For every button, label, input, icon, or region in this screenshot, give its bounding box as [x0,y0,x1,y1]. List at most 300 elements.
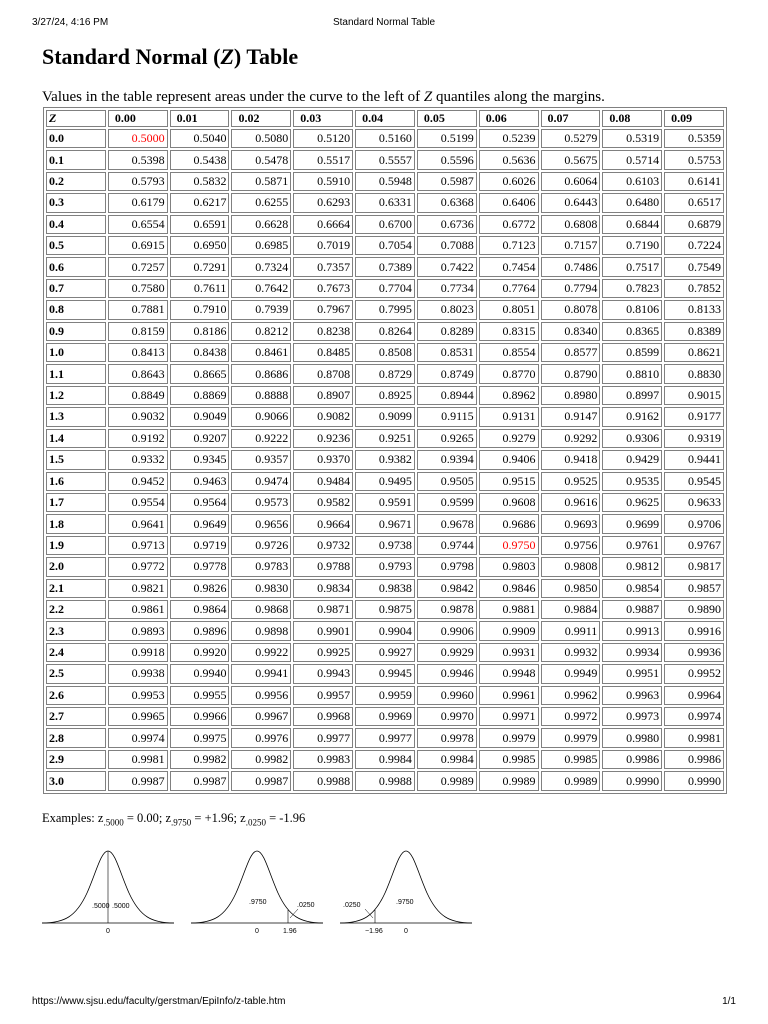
table-cell: 0.8907 [293,386,353,405]
table-cell: 0.9906 [417,621,477,640]
table-cell: 0.9955 [170,686,230,705]
example-z: z [165,811,172,825]
table-cell: 0.7794 [541,279,601,298]
table-cell: 0.9925 [293,643,353,662]
row-header: 2.6 [46,686,106,705]
table-cell: 0.9979 [541,728,601,747]
title-prefix: Standard Normal ( [42,44,221,69]
table-cell: 0.5279 [541,129,601,148]
table-row [46,771,724,791]
table-cell: 0.5478 [231,150,291,169]
table-cell: 0.9699 [602,514,662,533]
table-cell: 0.7967 [293,300,353,319]
table-cell: 0.9535 [602,472,662,491]
row-header: 2.4 [46,643,106,662]
table-cell: 0.7910 [170,300,230,319]
table-cell: 0.9984 [417,750,477,769]
print-footer [32,996,736,1010]
table-cell: 0.9986 [664,750,724,769]
header-row [46,110,724,127]
table-cell: 0.8485 [293,343,353,362]
table-cell: 0.6480 [602,193,662,212]
right-area-label: .9750 [396,899,414,906]
table-cell: 0.7734 [417,279,477,298]
table-cell: 0.8599 [602,343,662,362]
table-cell: 0.9032 [108,407,168,426]
table-cell: 0.9875 [355,600,415,619]
table-row [46,621,724,640]
table-row [46,386,724,405]
table-cell: 0.9545 [664,472,724,491]
table-cell: 0.7580 [108,279,168,298]
source-url: https://www.sjsu.edu/faculty/gerstman/EpiInfo/z-table.htm [32,996,286,1007]
right-area-label: .0250 [297,902,315,909]
table-cell: 0.9977 [355,728,415,747]
example-subscript: .0250 [245,817,266,828]
table-cell: 0.9978 [417,728,477,747]
example-graph-lower [340,838,472,938]
table-cell: 0.8749 [417,364,477,383]
table-cell: 0.9890 [664,600,724,619]
table-cell: 0.9893 [108,621,168,640]
table-cell: 0.5910 [293,172,353,191]
page-title [42,44,298,70]
table-cell: 0.9966 [170,707,230,726]
table-row [46,215,724,234]
table-row [46,579,724,598]
row-header: 0.6 [46,257,106,276]
table-cell: 0.9608 [479,493,539,512]
table-cell: 0.5359 [664,129,724,148]
normal-curve-graph [42,838,174,938]
table-cell: 0.9932 [541,643,601,662]
table-cell: 0.9842 [417,579,477,598]
table-cell: 0.9463 [170,472,230,491]
table-cell: 0.5160 [355,129,415,148]
table-cell: 0.5239 [479,129,539,148]
table-cell: 0.7389 [355,257,415,276]
table-cell: 0.7995 [355,300,415,319]
table-cell: 0.9803 [479,557,539,576]
table-cell: 0.9964 [664,686,724,705]
table-cell: 0.7704 [355,279,415,298]
table-cell: 0.9948 [479,664,539,683]
table-cell: 0.6517 [664,193,724,212]
table-cell: 0.9633 [664,493,724,512]
table-cell: 0.9961 [479,686,539,705]
normal-curve [191,851,323,923]
table-cell: 0.6368 [417,193,477,212]
table-cell: 0.9957 [293,686,353,705]
table-cell: 0.6915 [108,236,168,255]
left-area-label: .5000 [92,903,110,910]
table-cell: 0.9793 [355,557,415,576]
table-cell: 0.5438 [170,150,230,169]
table-cell: 0.9783 [231,557,291,576]
table-cell: 0.7611 [170,279,230,298]
table-cell: 0.9982 [231,750,291,769]
table-cell: 0.9573 [231,493,291,512]
table-cell: 0.6141 [664,172,724,191]
column-header: 0.08 [602,110,662,127]
table-cell: 0.9861 [108,600,168,619]
table-cell: 0.9846 [479,579,539,598]
table-cell: 0.8133 [664,300,724,319]
print-header [32,17,736,31]
table-cell: 0.7642 [231,279,291,298]
table-body [46,129,724,791]
table-cell: 0.9898 [231,621,291,640]
table-cell: 0.5557 [355,150,415,169]
table-cell: 0.9131 [479,407,539,426]
table-cell: 0.5675 [541,150,601,169]
table-cell: 0.9904 [355,621,415,640]
table-row [46,407,724,426]
table-cell: 0.9913 [602,621,662,640]
table-cell: 0.5398 [108,150,168,169]
table-description [42,88,605,106]
table-cell: 0.9953 [108,686,168,705]
table-cell: 0.7324 [231,257,291,276]
table-cell: 0.9985 [541,750,601,769]
table-cell: 0.9949 [541,664,601,683]
table-cell: 0.5793 [108,172,168,191]
table-cell: 0.9306 [602,429,662,448]
table-cell: 0.9686 [479,514,539,533]
table-cell: 0.8389 [664,322,724,341]
table-cell: 0.8212 [231,322,291,341]
table-cell: 0.6406 [479,193,539,212]
table-cell: 0.9884 [541,600,601,619]
table-cell: 0.5753 [664,150,724,169]
row-header: 0.1 [46,150,106,169]
table-cell: 0.9901 [293,621,353,640]
table-cell: 0.9332 [108,450,168,469]
table-cell: 0.5987 [417,172,477,191]
normal-curve [340,851,472,923]
table-row [46,493,724,512]
table-cell: 0.7291 [170,257,230,276]
table-cell: 0.9732 [293,536,353,555]
table-cell: 0.9830 [231,579,291,598]
title-z: Z [220,44,234,69]
table-cell: 0.9989 [417,771,477,791]
table-row [46,172,724,191]
table-row [46,643,724,662]
table-cell: 0.6026 [479,172,539,191]
table-cell: 0.5040 [170,129,230,148]
table-cell: 0.9726 [231,536,291,555]
table-cell: 0.9989 [541,771,601,791]
table-cell: 0.9981 [108,750,168,769]
table-cell: 0.9162 [602,407,662,426]
table-cell: 0.8997 [602,386,662,405]
table-cell: 0.8554 [479,343,539,362]
table-cell: 0.9976 [231,728,291,747]
normal-curve-graph [191,838,323,938]
table-row [46,514,724,533]
table-cell: 0.6700 [355,215,415,234]
description-after: quantiles along the margins. [432,89,605,105]
table-cell: 0.9778 [170,557,230,576]
table-cell: 0.8315 [479,322,539,341]
table-cell: 0.9099 [355,407,415,426]
description-z: Z [423,89,433,105]
column-header: 0.06 [479,110,539,127]
table-cell: 0.9981 [664,728,724,747]
column-header: 0.02 [231,110,291,127]
table-cell: 0.9896 [170,621,230,640]
table-cell: 0.9564 [170,493,230,512]
table-cell: 0.9951 [602,664,662,683]
table-row [46,728,724,747]
table-cell: 0.7517 [602,257,662,276]
table-cell: 0.9960 [417,686,477,705]
table-cell: 0.9147 [541,407,601,426]
title-suffix: ) Table [233,44,299,69]
examples-line [42,811,305,828]
table-cell: 0.9945 [355,664,415,683]
table-cell: 0.9931 [479,643,539,662]
table-cell: 0.9854 [602,579,662,598]
table-cell: 0.9927 [355,643,415,662]
table-cell: 0.9664 [293,514,353,533]
table-cell: 0.9495 [355,472,415,491]
table-cell: 0.7054 [355,236,415,255]
table-cell: 0.8159 [108,322,168,341]
table-cell: 0.9641 [108,514,168,533]
table-cell: 0.8078 [541,300,601,319]
table-cell: 0.6217 [170,193,230,212]
table-cell: 0.9970 [417,707,477,726]
table-cell: 0.9940 [170,664,230,683]
examples-label: Examples: [42,811,98,825]
table-cell: 0.9821 [108,579,168,598]
row-header: 1.0 [46,343,106,362]
table-cell: 0.9082 [293,407,353,426]
table-cell: 0.9236 [293,429,353,448]
table-row [46,193,724,212]
table-cell: 0.6103 [602,172,662,191]
table-cell: 0.5714 [602,150,662,169]
table-cell: 0.9394 [417,450,477,469]
table-cell: 0.8665 [170,364,230,383]
table-cell: 0.8051 [479,300,539,319]
axis-label: 0 [404,928,408,935]
row-header: 1.4 [46,429,106,448]
table-cell: 0.9983 [293,750,353,769]
table-cell: 0.9973 [602,707,662,726]
table-cell: 0.8810 [602,364,662,383]
table-row [46,686,724,705]
table-cell: 0.8186 [170,322,230,341]
table-cell: 0.7823 [602,279,662,298]
table-row [46,364,724,383]
table-cell: 0.5199 [417,129,477,148]
tail-pointer [290,909,298,918]
example-subscript: .5000 [103,817,124,828]
table-cell: 0.9962 [541,686,601,705]
table-cell: 0.6064 [541,172,601,191]
table-cell: 0.9977 [293,728,353,747]
row-header: 2.1 [46,579,106,598]
table-row [46,279,724,298]
column-header: 0.07 [541,110,601,127]
table-cell: 0.6255 [231,193,291,212]
table-cell: 0.9929 [417,643,477,662]
table-cell: 0.5000 [108,129,168,148]
table-cell: 0.8508 [355,343,415,362]
column-header: 0.09 [664,110,724,127]
row-header: 0.5 [46,236,106,255]
table-cell: 0.9015 [664,386,724,405]
row-header: 2.3 [46,621,106,640]
normal-curve-graph [340,838,472,938]
table-cell: 0.5636 [479,150,539,169]
table-cell: 0.9952 [664,664,724,683]
table-cell: 0.7549 [664,257,724,276]
row-header: 2.8 [46,728,106,747]
table-cell: 0.9713 [108,536,168,555]
table-cell: 0.9452 [108,472,168,491]
row-header: 1.9 [46,536,106,555]
table-cell: 0.9838 [355,579,415,598]
row-header: 0.0 [46,129,106,148]
table-cell: 0.5080 [231,129,291,148]
table-cell: 0.9987 [170,771,230,791]
table-cell: 0.9918 [108,643,168,662]
table-cell: 0.8461 [231,343,291,362]
row-header: 0.7 [46,279,106,298]
table-cell: 0.9761 [602,536,662,555]
table-cell: 0.9878 [417,600,477,619]
axis-label: −1.96 [365,928,383,935]
table-cell: 0.9868 [231,600,291,619]
table-cell: 0.9887 [602,600,662,619]
table-cell: 0.9808 [541,557,601,576]
table-cell: 0.9671 [355,514,415,533]
table-cell: 0.7123 [479,236,539,255]
table-cell: 0.6293 [293,193,353,212]
row-header: 2.7 [46,707,106,726]
table-cell: 0.7422 [417,257,477,276]
table-cell: 0.8531 [417,343,477,362]
column-header: 0.03 [293,110,353,127]
table-cell: 0.9982 [170,750,230,769]
example-subscript: .9750 [171,817,192,828]
table-cell: 0.9599 [417,493,477,512]
table-cell: 0.9990 [664,771,724,791]
table-cell: 0.6591 [170,215,230,234]
table-cell: 0.8708 [293,364,353,383]
table-cell: 0.9750 [479,536,539,555]
table-cell: 0.9505 [417,472,477,491]
table-cell: 0.9279 [479,429,539,448]
table-cell: 0.8438 [170,343,230,362]
table-row [46,557,724,576]
table-cell: 0.9864 [170,600,230,619]
table-cell: 0.5319 [602,129,662,148]
left-area-label: .9750 [249,899,267,906]
table-cell: 0.9222 [231,429,291,448]
table-cell: 0.9656 [231,514,291,533]
table-cell: 0.8238 [293,322,353,341]
column-header: 0.01 [170,110,230,127]
table-cell: 0.9292 [541,429,601,448]
example-z: z [240,811,246,825]
row-header: 1.7 [46,493,106,512]
table-cell: 0.9986 [602,750,662,769]
table-cell: 0.8264 [355,322,415,341]
example-graph-median [42,838,174,938]
table-cell: 0.6628 [231,215,291,234]
table-row [46,600,724,619]
table-cell: 0.6331 [355,193,415,212]
table-row [46,322,724,341]
row-header: 2.9 [46,750,106,769]
table-cell: 0.5832 [170,172,230,191]
row-header: 3.0 [46,771,106,791]
example-z: z [97,811,104,825]
axis-label: 0 [255,928,259,935]
table-cell: 0.9974 [664,707,724,726]
table-cell: 0.8925 [355,386,415,405]
table-cell: 0.5517 [293,150,353,169]
table-cell: 0.9989 [479,771,539,791]
table-cell: 0.9987 [108,771,168,791]
table-cell: 0.9971 [479,707,539,726]
column-header: 0.00 [108,110,168,127]
row-header: 2.5 [46,664,106,683]
table-cell: 0.7852 [664,279,724,298]
table-cell: 0.8944 [417,386,477,405]
table-cell: 0.9956 [231,686,291,705]
table-cell: 0.6950 [170,236,230,255]
table-cell: 0.6985 [231,236,291,255]
table-cell: 0.9990 [602,771,662,791]
table-cell: 0.9382 [355,450,415,469]
example-equation: = 0.00; [123,811,166,825]
table-cell: 0.7454 [479,257,539,276]
table-row [46,150,724,169]
row-header: 0.2 [46,172,106,191]
table-cell: 0.9965 [108,707,168,726]
table-cell: 0.9429 [602,450,662,469]
table-cell: 0.9406 [479,450,539,469]
table-row [46,300,724,319]
table-cell: 0.9115 [417,407,477,426]
page-number: 1/1 [722,996,736,1007]
column-header: 0.04 [355,110,415,127]
table-cell: 0.5120 [293,129,353,148]
table-cell: 0.9975 [170,728,230,747]
table-cell: 0.7257 [108,257,168,276]
table-cell: 0.9772 [108,557,168,576]
table-cell: 0.9826 [170,579,230,598]
table-cell: 0.8106 [602,300,662,319]
table-cell: 0.9938 [108,664,168,683]
table-cell: 0.9719 [170,536,230,555]
table-cell: 0.6179 [108,193,168,212]
table-cell: 0.9909 [479,621,539,640]
table-row [46,343,724,362]
table-cell: 0.9756 [541,536,601,555]
corner-header [46,110,106,127]
table-cell: 0.9972 [541,707,601,726]
table-cell: 0.9582 [293,493,353,512]
row-header: 1.3 [46,407,106,426]
example-graph-upper [191,838,323,938]
